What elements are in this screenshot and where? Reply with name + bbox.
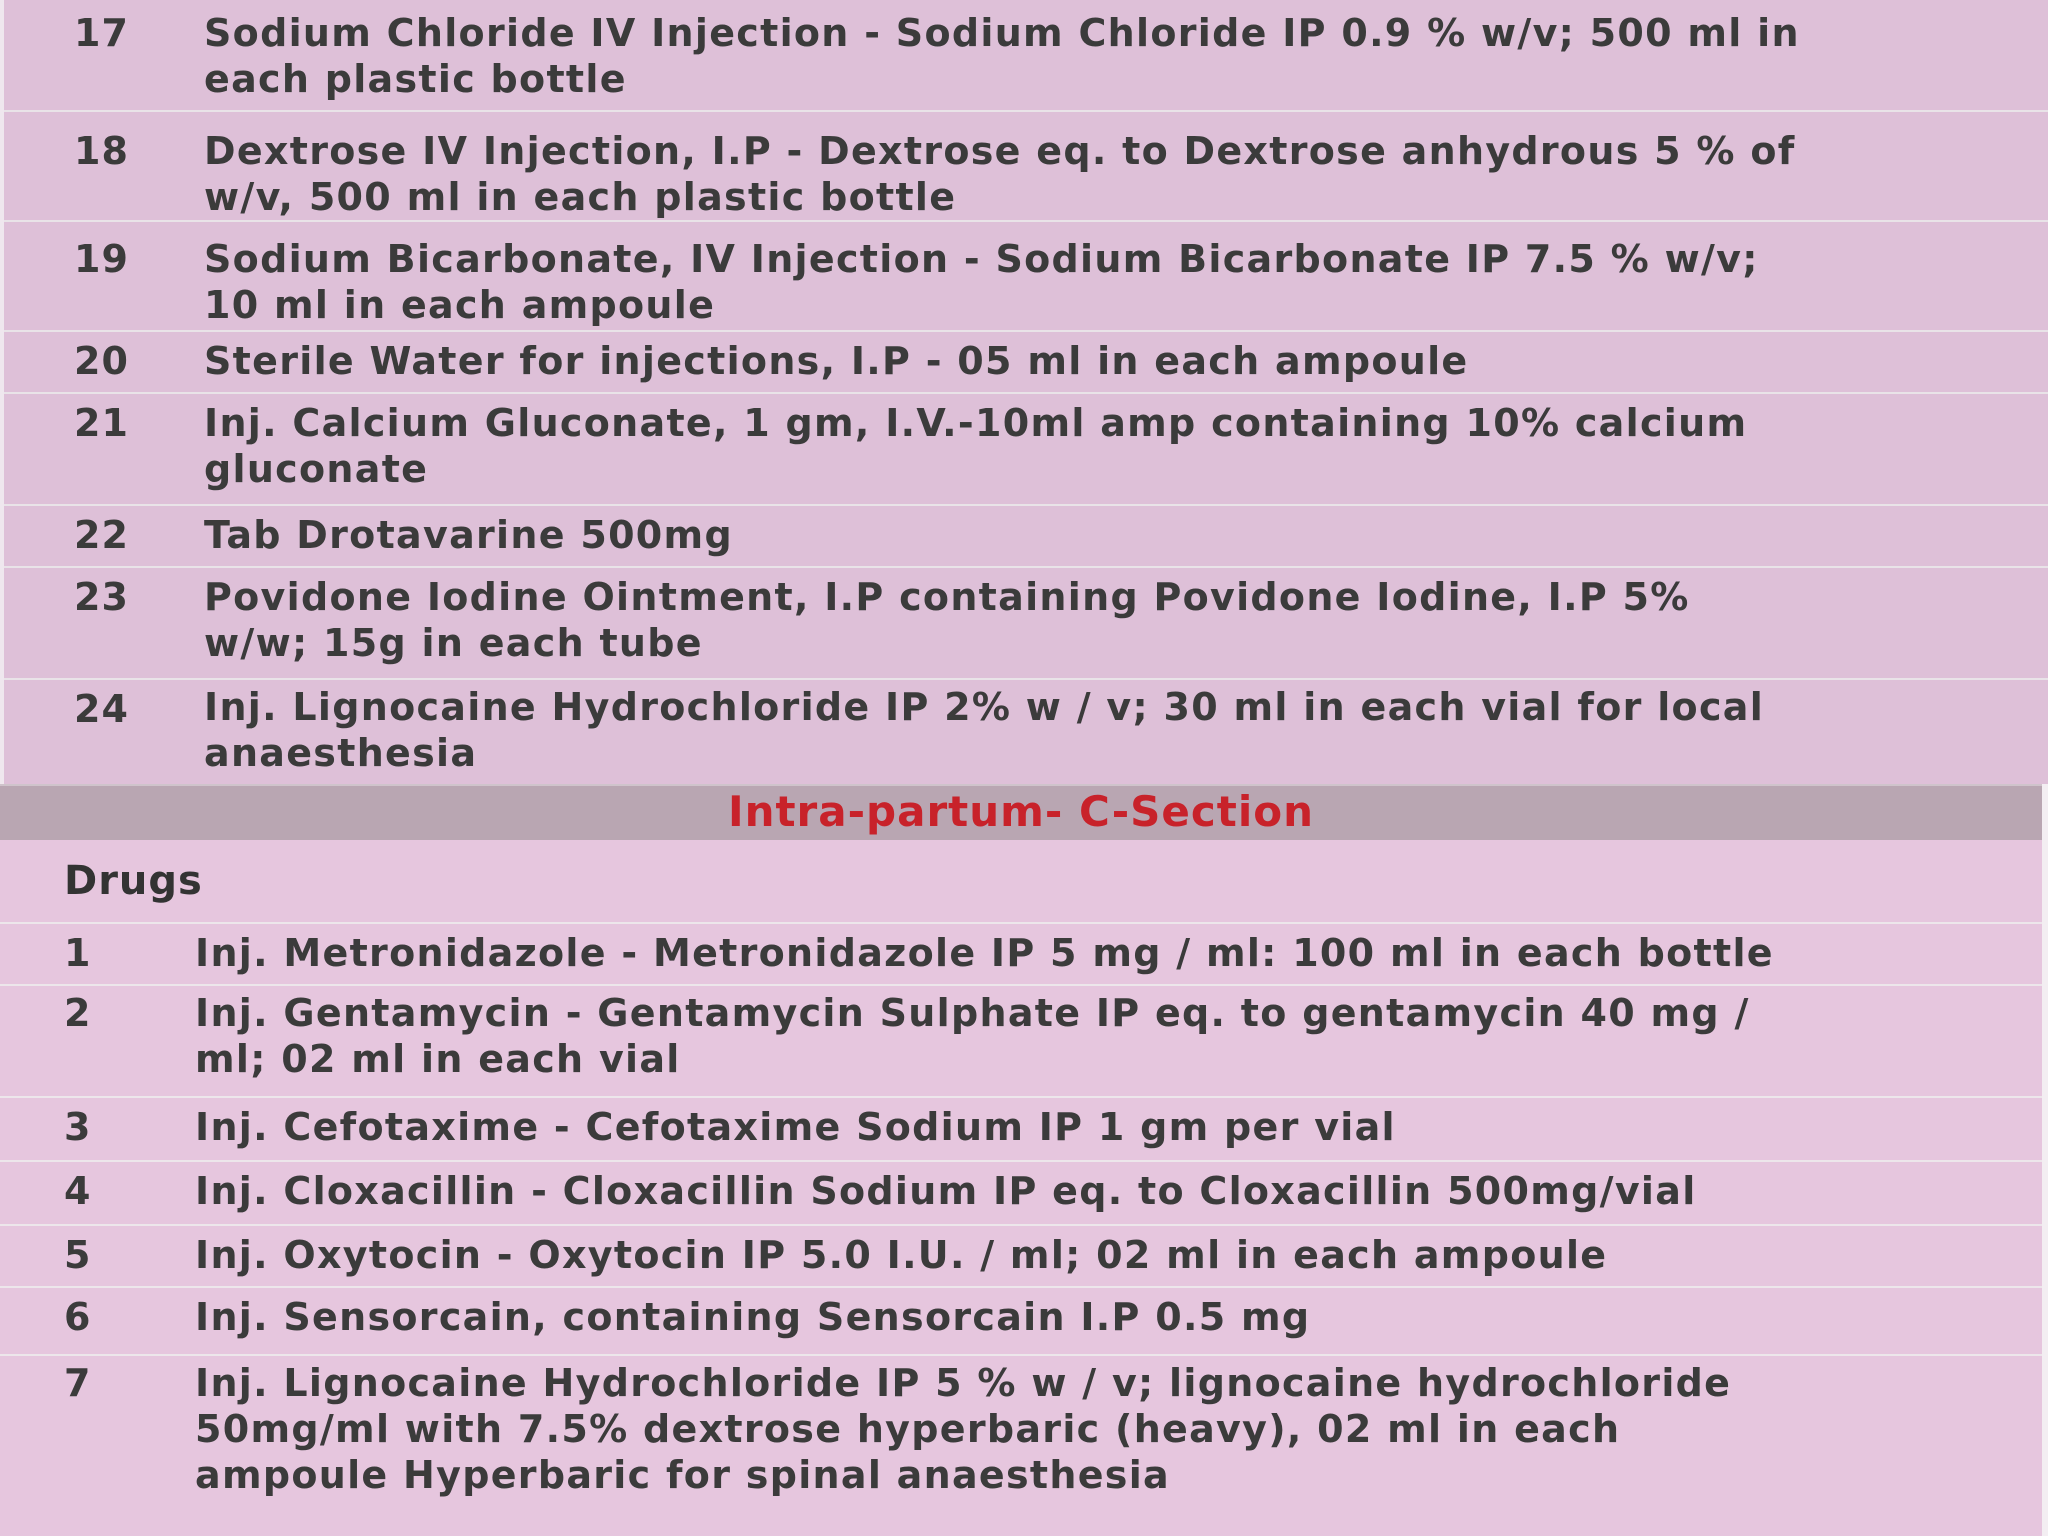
- row-number: 24: [74, 687, 129, 731]
- row-description: [204, 128, 2044, 220]
- row-description: [195, 930, 2040, 976]
- row-number: 6: [64, 1295, 92, 1339]
- description-line: ml; 02 ml in each vial: [195, 1037, 681, 1081]
- row-description: [204, 684, 2044, 776]
- description-line: Inj. Sensorcain, containing Sensorcain I.P 0.5 mg: [195, 1295, 1311, 1339]
- row-number: 1: [64, 931, 92, 975]
- row-description: [204, 400, 2044, 492]
- row-number: 3: [64, 1105, 92, 1149]
- row-number: 23: [74, 575, 129, 619]
- table-row: [4, 222, 2048, 332]
- table-row: [4, 568, 2048, 680]
- description-line: Inj. Lignocaine Hydrochloride IP 2% w / v; 30 ml in each vial for local: [204, 685, 1765, 729]
- row-number: 22: [74, 513, 129, 557]
- table-row: [0, 1162, 2048, 1226]
- table-row: [0, 1098, 2048, 1162]
- row-description: [204, 10, 2044, 102]
- table-row: [4, 0, 2048, 112]
- description-line: gluconate: [204, 447, 429, 491]
- description-line: Inj. Cefotaxime - Cefotaxime Sodium IP 1 gm per vial: [195, 1105, 1396, 1149]
- description-line: Sodium Chloride IV Injection - Sodium Chloride IP 0.9 % w/v; 500 ml in: [204, 11, 1800, 55]
- table-row: [0, 1226, 2048, 1288]
- description-line: each plastic bottle: [204, 57, 627, 101]
- row-number: 21: [74, 401, 129, 445]
- table-row: [0, 1356, 2048, 1536]
- description-line: w/w; 15g in each tube: [204, 621, 703, 665]
- row-description: [204, 236, 2044, 328]
- description-line: Sodium Bicarbonate, IV Injection - Sodium Bicarbonate IP 7.5 % w/v;: [204, 237, 1759, 281]
- table-row: [4, 394, 2048, 506]
- row-description: [195, 990, 2040, 1082]
- row-description: [204, 512, 2044, 558]
- description-line: Sterile Water for injections, I.P - 05 ml in each ampoule: [204, 339, 1469, 383]
- row-number: 2: [64, 991, 92, 1035]
- table-row: [4, 506, 2048, 568]
- description-line: anaesthesia: [204, 731, 478, 775]
- row-description: [204, 338, 2044, 384]
- section-title: Intra-partum- C-Section: [727, 787, 1315, 836]
- row-description: [195, 1168, 2040, 1214]
- table-row: [0, 1288, 2048, 1356]
- description-line: Tab Drotavarine 500mg: [204, 513, 733, 557]
- row-description: [195, 1360, 2040, 1498]
- description-line: Inj. Oxytocin - Oxytocin IP 5.0 I.U. / ml; 02 ml in each ampoule: [195, 1233, 1608, 1277]
- description-line: Inj. Lignocaine Hydrochloride IP 5 % w / v; lignocaine hydrochloride: [195, 1361, 1732, 1405]
- description-line: w/v, 500 ml in each plastic bottle: [204, 175, 957, 219]
- row-description: [204, 574, 2044, 666]
- drug-table-c-section: [0, 840, 2048, 1536]
- table-row: [4, 332, 2048, 394]
- description-line: Inj. Calcium Gluconate, 1 gm, I.V.-10ml amp containing 10% calcium: [204, 401, 1748, 445]
- table-row: [4, 112, 2048, 222]
- row-number: 18: [74, 129, 129, 173]
- table-row: [0, 986, 2048, 1098]
- row-number: 20: [74, 339, 129, 383]
- description-line: Inj. Gentamycin - Gentamycin Sulphate IP eq. to gentamycin 40 mg /: [195, 991, 1750, 1035]
- description-line: Inj. Metronidazole - Metronidazole IP 5 mg / ml: 100 ml in each bottle: [195, 931, 1774, 975]
- description-line: Inj. Cloxacillin - Cloxacillin Sodium IP eq. to Cloxacillin 500mg/vial: [195, 1169, 1697, 1213]
- description-line: 10 ml in each ampoule: [204, 283, 716, 327]
- description-line: ampoule Hyperbaric for spinal anaesthesia: [195, 1453, 1170, 1497]
- row-description: [195, 1104, 2040, 1150]
- row-description: [195, 1232, 2040, 1278]
- table-row: [0, 924, 2048, 986]
- group-label-row: [0, 840, 2048, 924]
- row-number: 4: [64, 1169, 92, 1213]
- row-number: 19: [74, 237, 129, 281]
- group-label: Drugs: [64, 858, 203, 904]
- section-header: [0, 784, 2042, 840]
- row-description: [195, 1294, 2040, 1340]
- description-line: Povidone Iodine Ointment, I.P containing Povidone Iodine, I.P 5%: [204, 575, 1690, 619]
- row-number: 5: [64, 1233, 92, 1277]
- description-line: Dextrose IV Injection, I.P - Dextrose eq. to Dextrose anhydrous 5 % of: [204, 129, 1796, 173]
- row-number: 17: [74, 11, 129, 55]
- description-line: 50mg/ml with 7.5% dextrose hyperbaric (heavy), 02 ml in each: [195, 1407, 1621, 1451]
- table-row: [4, 680, 2048, 784]
- page-edge: [2042, 784, 2048, 1536]
- row-number: 7: [64, 1361, 92, 1405]
